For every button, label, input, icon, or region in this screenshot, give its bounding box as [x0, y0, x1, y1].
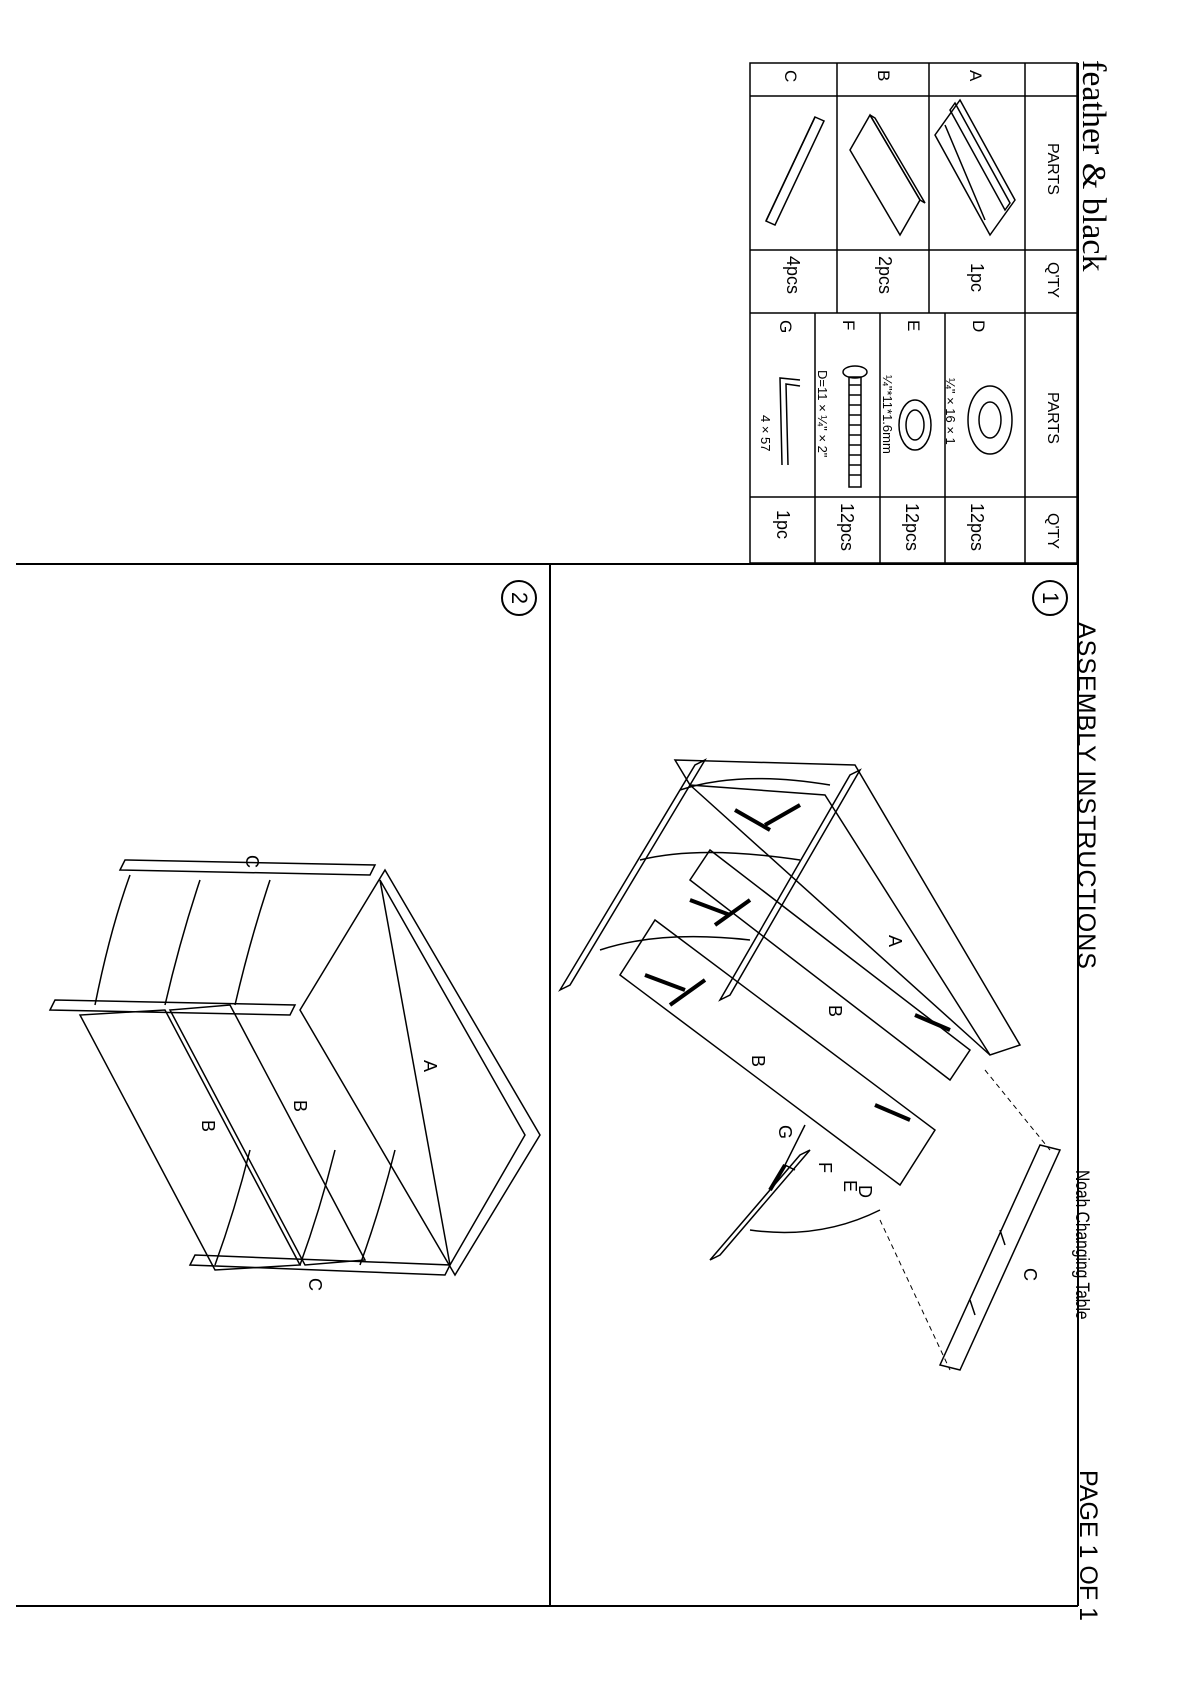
step1-label-f: F [815, 1162, 835, 1173]
part-desc-e: ¼"*11*1.6mm [880, 375, 895, 454]
step2-label-a: A [420, 1060, 440, 1073]
step1-label-a: A [885, 935, 905, 948]
step1-label-d: D [855, 1185, 875, 1198]
part-id-e: E [904, 320, 923, 332]
part-qty-c: 4pcs [783, 256, 803, 295]
part-id-a: A [966, 70, 985, 82]
step1-label-g: G [775, 1125, 795, 1140]
part-id-d: D [969, 320, 988, 333]
page-number: PAGE 1 OF 1 [1074, 1470, 1102, 1621]
part-qty-f: 12pcs [837, 503, 857, 552]
qty-header-left: Q'TY [1044, 262, 1061, 298]
page-title: ASSEMBLY INSTRUCTIONS [1072, 622, 1100, 970]
part-qty-e: 12pcs [902, 503, 922, 552]
parts-header-left: PARTS [1044, 143, 1061, 195]
part-desc-f: D=11 × ¼" × 2" [815, 370, 830, 458]
step1-label-c: C [1020, 1268, 1040, 1281]
step1-label-e: E [840, 1180, 860, 1193]
product-name: Noah Changing Table [1071, 1170, 1092, 1320]
part-desc-d: ¼" × 16 × 1 [943, 378, 958, 445]
step-2-number: 2 [501, 580, 537, 616]
parts-header-right: PARTS [1044, 392, 1061, 444]
step1-label-b2: B [748, 1055, 768, 1068]
step1-label-b1: B [825, 1005, 845, 1018]
qty-header-right: Q'TY [1044, 513, 1061, 549]
part-qty-b: 2pcs [875, 256, 895, 295]
part-qty-a: 1pc [967, 263, 987, 293]
part-id-g: G [776, 320, 795, 334]
part-qty-d: 12pcs [967, 503, 987, 552]
step2-label-b2: B [198, 1120, 218, 1133]
part-id-b: B [874, 70, 893, 82]
part-qty-g: 1pc [773, 510, 793, 540]
brand-logo: feather & black [1075, 60, 1112, 272]
part-desc-g: 4 × 57 [758, 415, 773, 452]
step-1-number: 1 [1032, 580, 1068, 616]
step2-label-c1: C [242, 855, 262, 868]
part-id-c: C [781, 70, 800, 83]
part-id-f: F [839, 320, 858, 331]
step2-label-b1: B [290, 1100, 310, 1113]
step2-label-c2: C [305, 1278, 325, 1291]
